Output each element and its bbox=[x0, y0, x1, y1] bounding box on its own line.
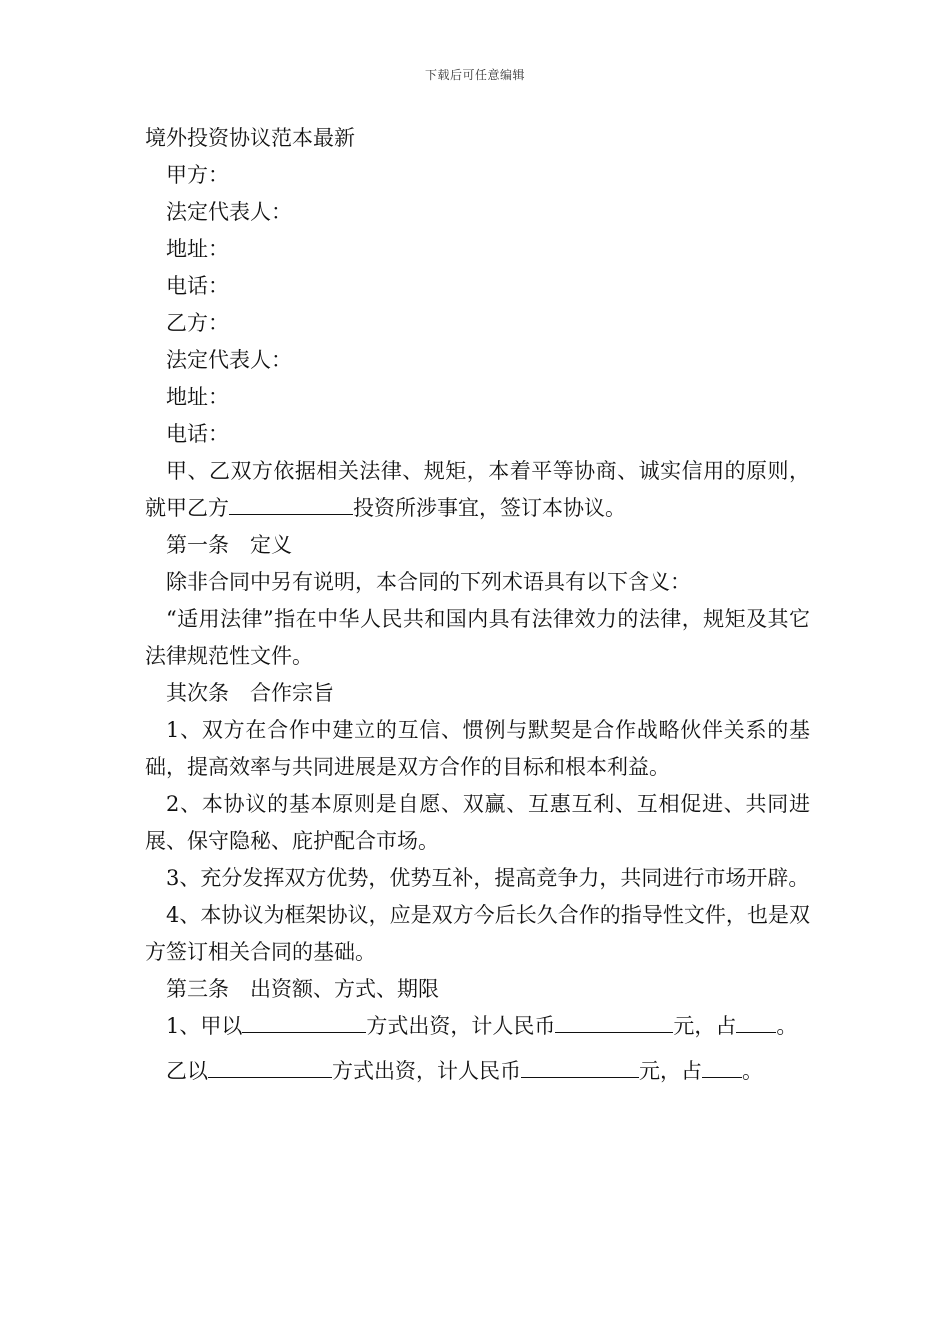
party-b-representative: 法定代表人： bbox=[166, 348, 292, 372]
art3-b-text-1: 乙以 bbox=[166, 1059, 208, 1083]
art3-b-method-blank bbox=[208, 1059, 332, 1078]
art3-a-text-4: 。 bbox=[776, 1014, 798, 1038]
article-3-party-b-contribution bbox=[145, 1053, 810, 1090]
article-2-item-2: 2、本协议的基本原则是自愿、双赢、互惠互利、互相促进、共同进展、保守隐秘、庇护配合市场。 bbox=[145, 792, 810, 853]
art3-b-text-2: 方式出资，计人民币 bbox=[332, 1059, 521, 1083]
art3-a-text-1: 1、甲以 bbox=[166, 1014, 243, 1038]
intro-text-1: 甲、乙双方依据相关法律、规矩，本着平等协商、诚实信用的原则，就甲乙方 bbox=[145, 459, 810, 520]
project-blank bbox=[229, 496, 353, 515]
document-title: 境外投资协议范本最新 bbox=[145, 126, 355, 150]
art3-a-amount-blank bbox=[555, 1014, 673, 1033]
intro-paragraph bbox=[145, 453, 810, 527]
party-a-label: 甲方： bbox=[166, 163, 229, 187]
art3-b-text-4: 。 bbox=[742, 1059, 763, 1083]
article-1-heading: 第一条 定义 bbox=[166, 533, 292, 557]
party-a-address: 地址： bbox=[166, 237, 229, 261]
article-1-para-1: 除非合同中另有说明，本合同的下列术语具有以下含义： bbox=[166, 570, 691, 594]
article-3-party-a-contribution bbox=[145, 1008, 810, 1045]
art3-b-amount-blank bbox=[521, 1059, 639, 1078]
art3-a-text-2: 方式出资，计人民币 bbox=[366, 1014, 556, 1038]
intro-text-2: 投资所涉事宜，签订本协议。 bbox=[353, 496, 626, 520]
article-3-heading: 第三条 出资额、方式、期限 bbox=[166, 977, 439, 1001]
article-2-item-3: 3、充分发挥双方优势，优势互补，提高竞争力，共同进行市场开辟。 bbox=[166, 866, 810, 890]
party-b-label: 乙方： bbox=[166, 311, 229, 335]
art3-a-share-blank bbox=[736, 1014, 776, 1033]
party-b-address: 地址： bbox=[166, 385, 229, 409]
art3-b-share-blank bbox=[702, 1059, 742, 1078]
party-b-phone: 电话： bbox=[166, 422, 229, 446]
article-2-heading: 其次条 合作宗旨 bbox=[166, 681, 334, 705]
article-1-para-2: “适用法律”指在中华人民共和国内具有法律效力的法律，规矩及其它法律规范性文件。 bbox=[145, 607, 810, 668]
party-a-phone: 电话： bbox=[166, 274, 229, 298]
page-header: 下载后可任意编辑 bbox=[424, 68, 525, 82]
art3-a-method-blank bbox=[242, 1014, 366, 1033]
document-body bbox=[145, 120, 810, 1090]
article-2-item-1: 1、双方在合作中建立的互信、惯例与默契是合作战略伙伴关系的基础，提高效率与共同进展是双方合作的目标和根本利益。 bbox=[145, 718, 810, 779]
party-a-representative: 法定代表人： bbox=[166, 200, 292, 224]
article-2-item-4: 4、本协议为框架协议，应是双方今后长久合作的指导性文件，也是双方签订相关合同的基础。 bbox=[145, 903, 810, 964]
art3-b-text-3: 元，占 bbox=[639, 1059, 702, 1083]
art3-a-text-3: 元，占 bbox=[673, 1014, 737, 1038]
